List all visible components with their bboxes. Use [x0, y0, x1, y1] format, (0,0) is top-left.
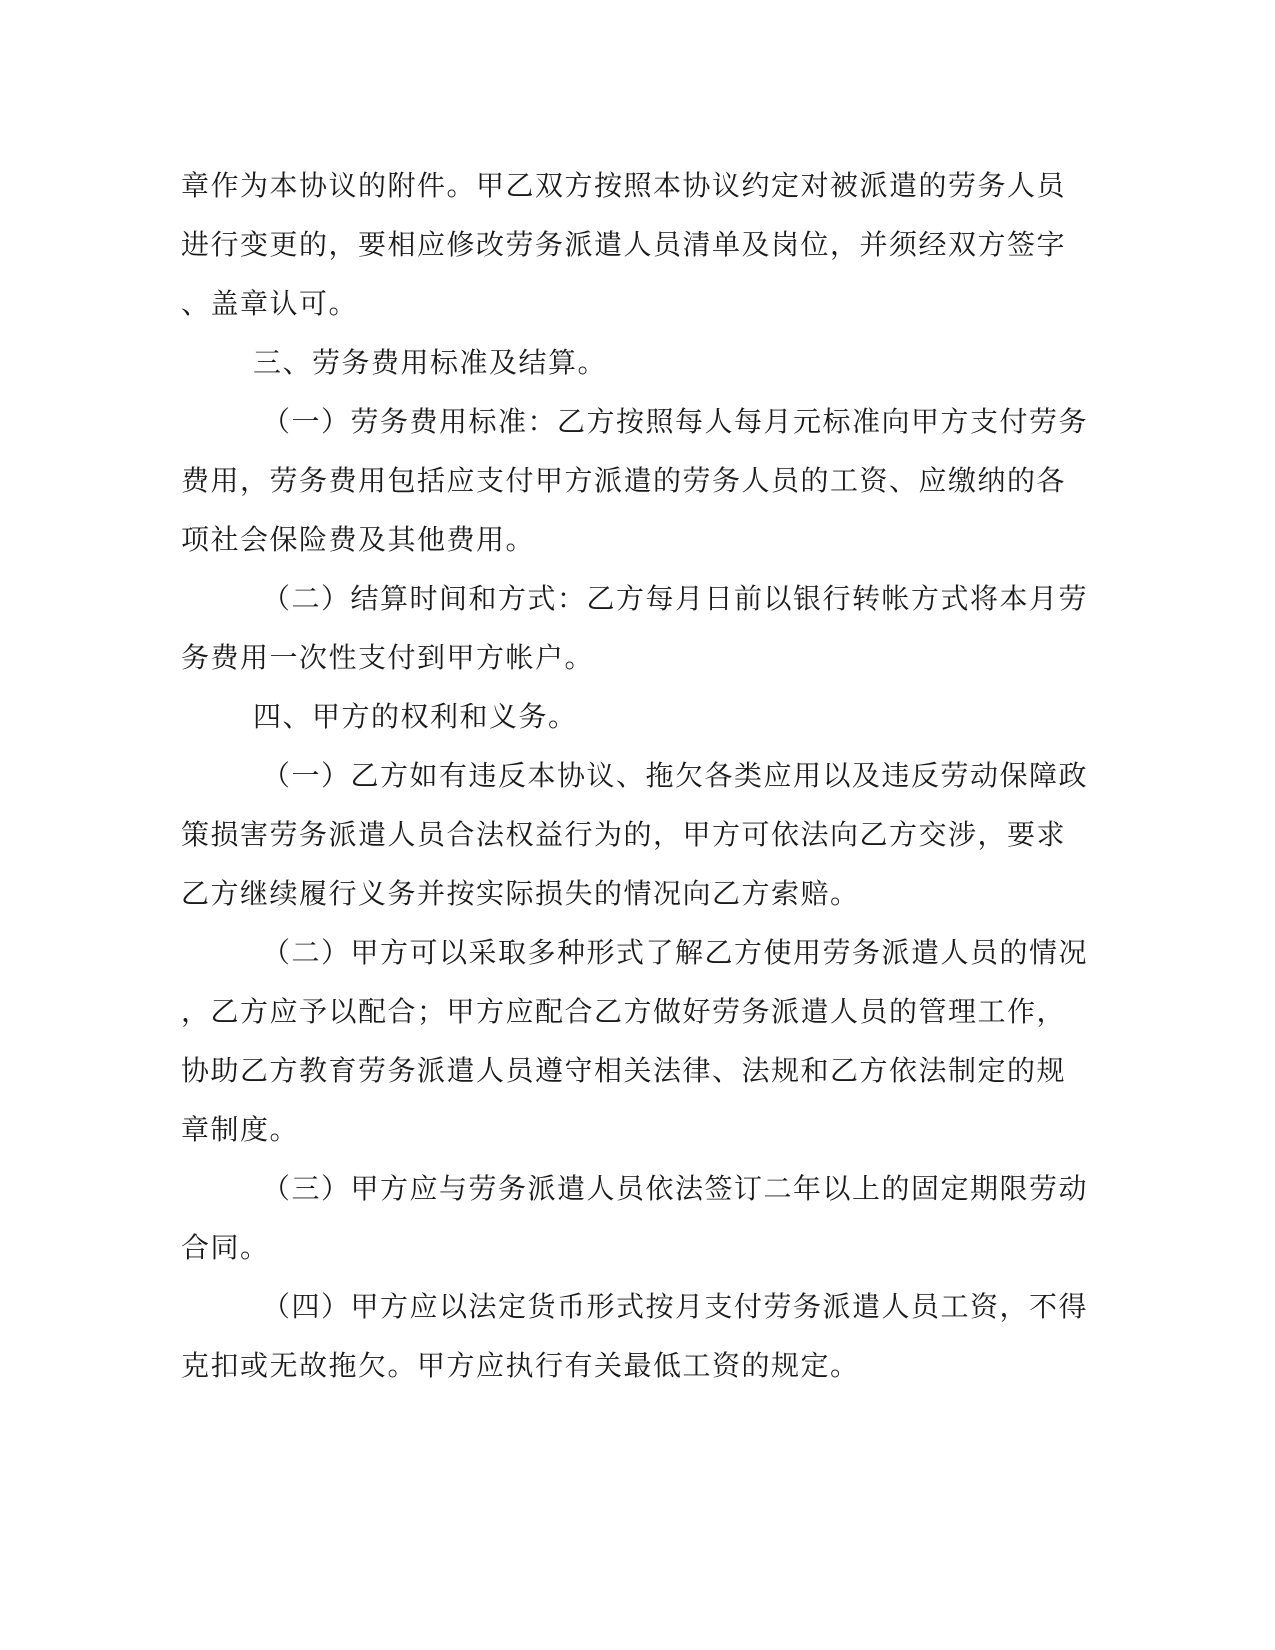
- text-line: 章制度。: [181, 1113, 300, 1146]
- text-line: 策损害劳务派遣人员合法权益行为的，甲方可依法向乙方交涉，要求: [181, 818, 1067, 851]
- text-line: 费用，劳务费用包括应支付甲方派遣的劳务人员的工资、应缴纳的各: [181, 464, 1067, 497]
- text-line: （一）乙方如有违反本协议、拖欠各类应用以及违反劳动保障政: [262, 759, 1089, 792]
- text-line: 章作为本协议的附件。甲乙双方按照本协议约定对被派遣的劳务人员: [181, 169, 1067, 202]
- section-heading: 三、劳务费用标准及结算。: [253, 346, 608, 379]
- text-line: 、盖章认可。: [181, 287, 359, 320]
- text-line: 进行变更的，要相应修改劳务派遣人员清单及岗位，并须经双方签字: [181, 228, 1067, 261]
- text-line: （三）甲方应与劳务派遣人员依法签订二年以上的固定期限劳动: [262, 1172, 1089, 1205]
- text-line: 克扣或无故拖欠。甲方应执行有关最低工资的规定。: [181, 1349, 860, 1382]
- text-line: （一）劳务费用标准：乙方按照每人每月元标准向甲方支付劳务: [262, 405, 1089, 438]
- text-line: 合同。: [181, 1231, 270, 1264]
- text-line: （四）甲方应以法定货币形式按月支付劳务派遣人员工资，不得: [262, 1290, 1089, 1323]
- text-line: （二）结算时间和方式：乙方每月日前以银行转帐方式将本月劳: [262, 582, 1089, 615]
- document-body: [181, 156, 1089, 1395]
- text-line: 乙方继续履行义务并按实际损失的情况向乙方索赔。: [181, 877, 860, 910]
- text-line: 协助乙方教育劳务派遣人员遵守相关法律、法规和乙方依法制定的规: [181, 1054, 1067, 1087]
- text-line: 务费用一次性支付到甲方帐户。: [181, 641, 595, 674]
- section-heading: 四、甲方的权利和义务。: [253, 700, 578, 733]
- text-line: （二）甲方可以采取多种形式了解乙方使用劳务派遣人员的情况: [262, 936, 1089, 969]
- text-line: 项社会保险费及其他费用。: [181, 523, 536, 556]
- text-line: ，乙方应予以配合；甲方应配合乙方做好劳务派遣人员的管理工作，: [181, 995, 1067, 1028]
